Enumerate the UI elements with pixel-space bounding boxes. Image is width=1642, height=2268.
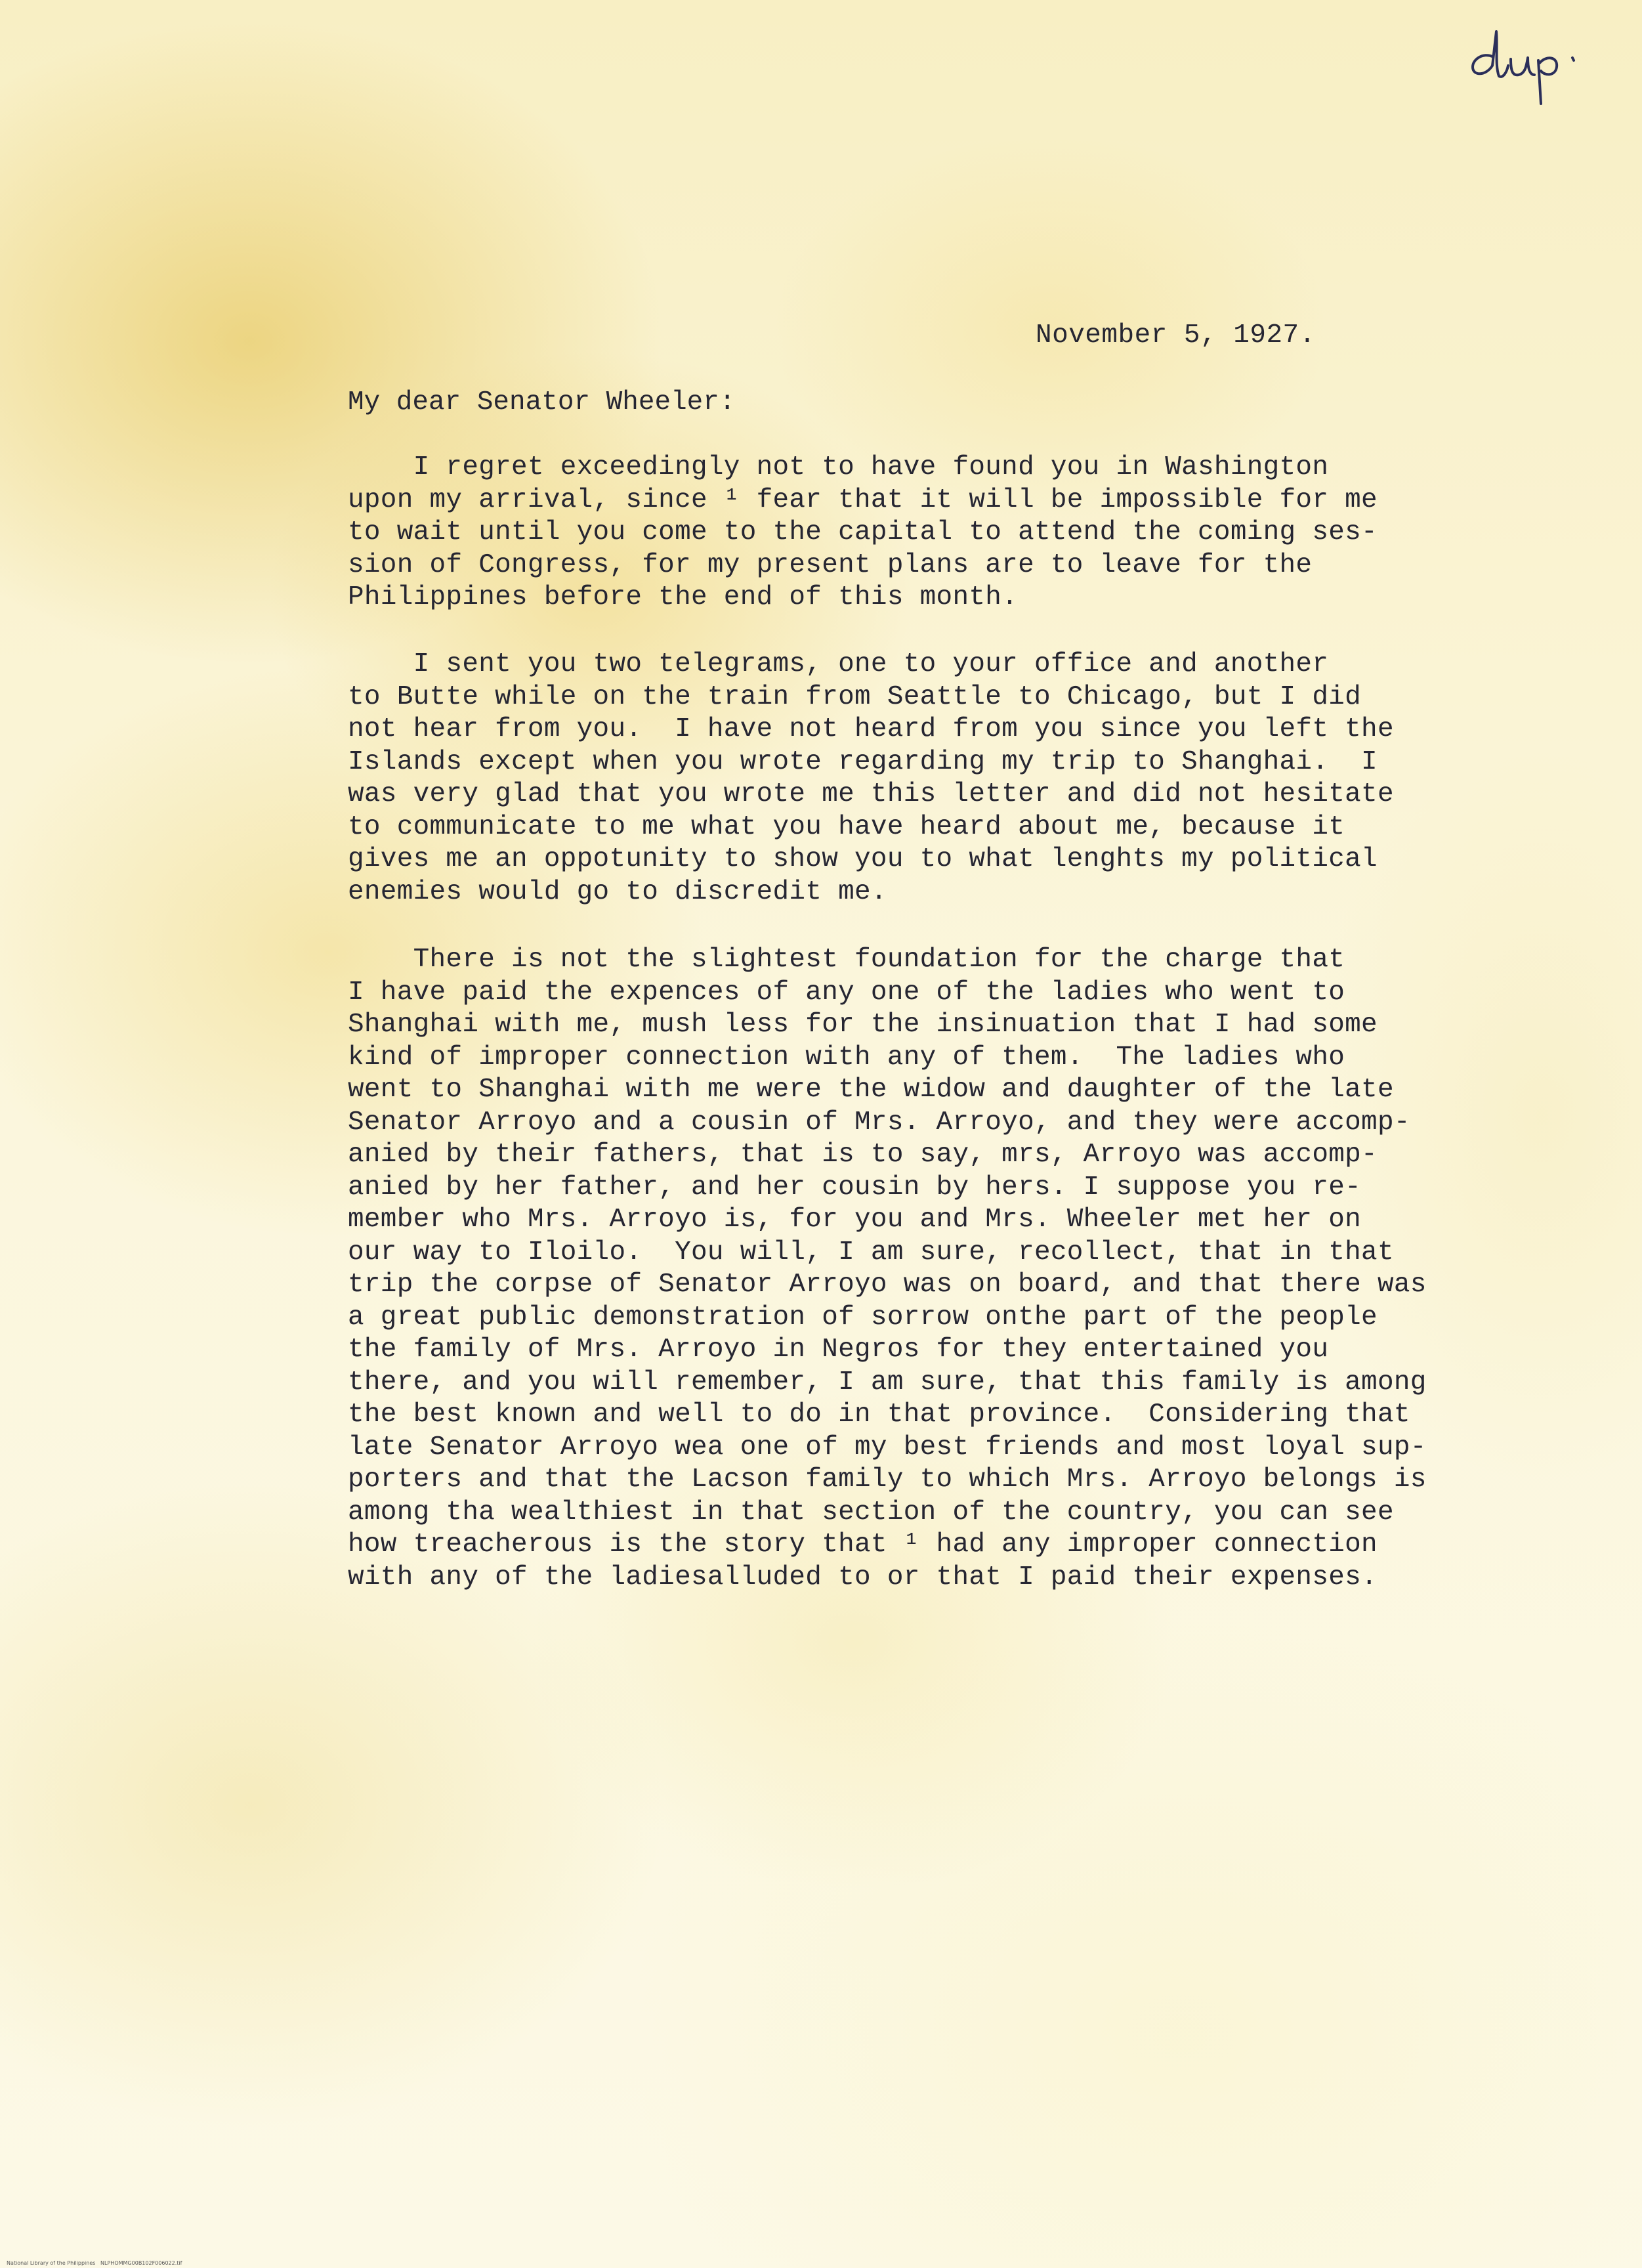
text-line: kind of improper connection with any of them. The ladies who [348,1042,1345,1073]
text-line: anied by their fathers, that is to say, mrs, Arroyo was accomp- [348,1140,1378,1170]
text-line: Senator Arroyo and a cousin of Mrs. Arroyo, and they were accomp- [348,1107,1410,1138]
text-line: I regret exceedingly not to have found you in Washington [348,452,1329,482]
text-line: I sent you two telegrams, one to your office and another [348,649,1329,679]
handwritten-dup-mark [1463,20,1614,112]
text-line: Shanghai with me, mush less for the insinuation that I had some [348,1010,1378,1040]
text-line: was very glad that you wrote me this letter and did not hesitate [348,779,1394,809]
text-line: the best known and well to do in that province. Considering that [348,1400,1410,1430]
text-line: Islands except when you wrote regarding my trip to Shanghai. I [348,746,1378,777]
paragraph-1 [348,452,1490,614]
text-line: sion of Congress, for my present plans are to leave for the [348,549,1313,580]
text-line: to communicate to me what you have heard about me, because it [348,811,1345,842]
text-line: a great public demonstration of sorrow onthe part of the people [348,1302,1378,1333]
text-line: anied by her father, and her cousin by hers. I suppose you re- [348,1172,1362,1203]
text-line: not hear from you. I have not heard from you since you left the [348,714,1394,744]
text-line: late Senator Arroyo wea one of my best friends and most loyal sup- [348,1432,1427,1463]
paragraph-2 [348,649,1490,909]
text-line: there, and you will remember, I am sure, that this family is among [348,1367,1427,1398]
text-line: I have paid the expences of any one of the ladies who went to [348,977,1345,1008]
text-line: our way to Iloilo. You will, I am sure, recollect, that in that [348,1237,1394,1268]
text-line: upon my arrival, since ¹ fear that it will be impossible for me [348,484,1378,515]
text-line: There is not the slightest foundation for the charge that [348,945,1345,975]
text-line: went to Shanghai with me were the widow and daughter of the late [348,1075,1394,1105]
text-line: Philippines before the end of this month. [348,582,1019,612]
paragraph-3 [348,944,1490,1594]
text-line: to Butte while on the train from Seattle to Chicago, but I did [348,681,1362,712]
text-line: member who Mrs. Arroyo is, for you and Mrs. Wheeler met her on [348,1205,1362,1235]
letter-date: November 5, 1927. [1036,320,1316,351]
text-line: among tha wealthiest in that section of the country, you can see [348,1497,1394,1528]
text-line: porters and that the Lacson family to which Mrs. Arroyo belongs is [348,1465,1427,1495]
text-line: trip the corpse of Senator Arroyo was on board, and that there was [348,1270,1427,1300]
archive-imprint: National Library of the Philippines NLPHOMMG00B102F006022.tif [7,2260,182,2266]
text-line: with any of the ladiesalluded to or that I paid their expenses. [348,1562,1378,1593]
letter-salutation: My dear Senator Wheeler: [348,387,736,417]
text-line: the family of Mrs. Arroyo in Negros for they entertained you [348,1335,1329,1365]
text-line: enemies would go to discredit me. [348,876,887,907]
handwritten-annotation [1463,20,1614,112]
text-line: gives me an oppotunity to show you to what lenghts my political [348,844,1378,874]
text-line: how treacherous is the story that ¹ had any improper connection [348,1530,1378,1560]
text-line: to wait until you come to the capital to attend the coming ses- [348,517,1378,547]
